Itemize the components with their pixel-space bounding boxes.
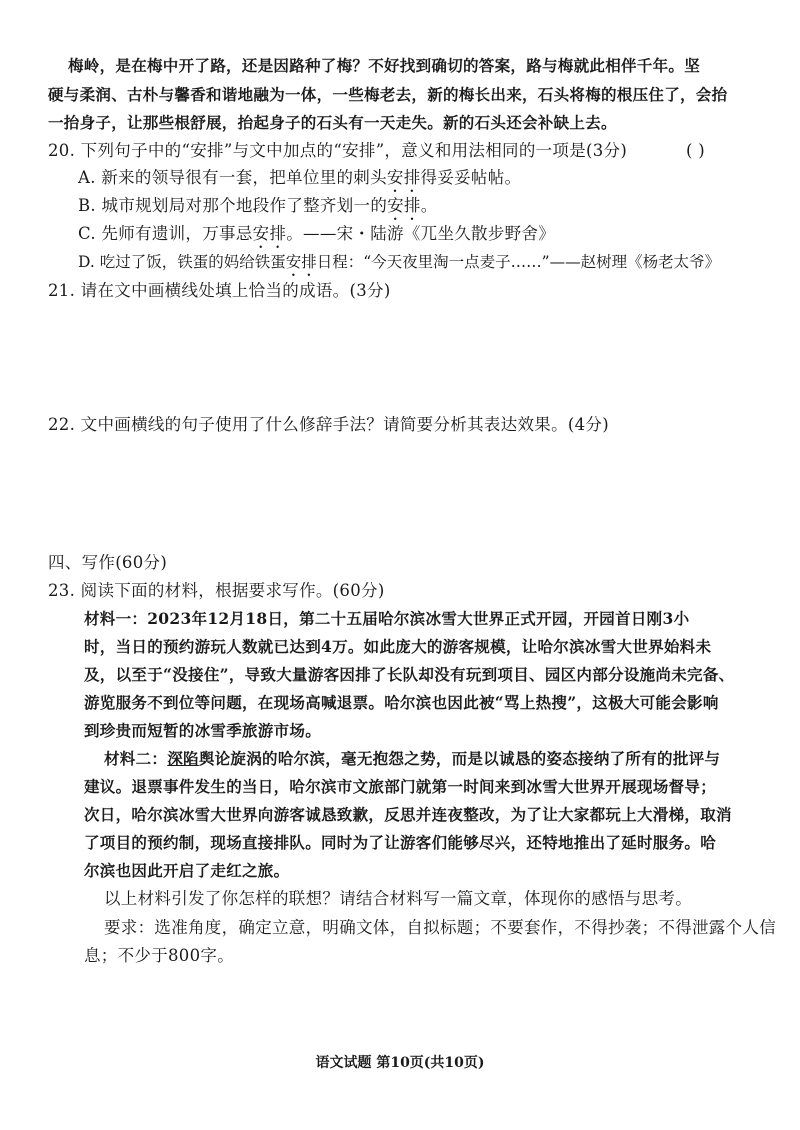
- material-2-line-1: [104, 748, 720, 770]
- option-d: [78, 251, 720, 280]
- option-b-pre: B. 城市规划局对那个地段作了整齐划一的: [78, 196, 388, 215]
- option-c-post: 。——宋・陆游《兀坐久散步野舍》: [286, 224, 556, 243]
- material-2-line-4: 了项目的预约制，现场直接排队。同时为了让游客们能够尽兴，还特地推出了延时服务。哈: [84, 833, 717, 852]
- option-a-pre: A. 新来的领导很有一套，把单位里的刺头: [78, 168, 387, 187]
- option-b-keyword: 安排: [387, 196, 421, 215]
- material-2-line-1-rest: 舆论旋涡的哈尔滨，毫无抱怨之势，而是以诚恳的姿态接纳了所有的批评与: [198, 749, 721, 768]
- material-2-line-2: 建议。退票事件发生的当日，哈尔滨市文旅部门就第一时间来到冰雪大世界开展现场督导；: [84, 777, 717, 796]
- question-23-stem: 23. 阅读下面的材料，根据要求写作。(60分): [48, 581, 385, 600]
- requirements-line-1: 要求：选准角度，确定立意，明确文体，自拟标题；不要套作，不得抄袭；不得泄露个人信: [104, 918, 776, 937]
- option-a-post: 得妥妥帖帖。: [420, 168, 522, 187]
- material-2-line-3: 次日，哈尔滨冰雪大世界向游客诚恳致歉，反思并连夜整改，为了让大家都玩上大滑梯，取消: [84, 805, 732, 824]
- option-d-post: 日程：“今天夜里淘一点麦子……”——赵树理《杨老太爷》: [316, 253, 721, 271]
- option-a-keyword: 安排: [386, 168, 421, 187]
- material-1-line-1: 材料一：2023年12月18日，第二十五届哈尔滨冰雪大世界正式开园，开园首日刚3小: [84, 609, 690, 628]
- material-2-line-5: 尔滨也因此开启了走红之旅。: [84, 861, 290, 880]
- question-21: 21. 请在文中画横线处填上恰当的成语。(3分): [48, 281, 391, 300]
- option-d-pre: D. 吃过了饭，铁蛋的妈给铁蛋: [78, 253, 286, 271]
- material-1-line-2: 时，当日的预约游玩人数就已达到4万。如此庞大的游客规模，让哈尔滨冰雪大世界始料未: [84, 637, 712, 656]
- writing-prompt: 以上材料引发了你怎样的联想？请结合材料写一篇文章，体现你的感悟与思考。: [104, 889, 692, 908]
- section-4-heading: 四、写作(60分): [48, 553, 168, 572]
- material-1-line-4: 游览服务不到位等问题，在现场高喊退票。哈尔滨也因此被“骂上热搜”，这极大可能会影响: [84, 693, 719, 712]
- passage-line-1: 梅岭，是在梅中开了路，还是因路种了梅？不好找到确切的答案，路与梅就此相伴千年。坚: [68, 56, 701, 75]
- question-20-stem: 20. 下列句子中的“安排”与文中加点的“安排”，意义和用法相同的一项是(3分): [48, 141, 628, 160]
- material-2-underlined-word: 深陷: [167, 749, 199, 768]
- material-1-line-3: 及，以至于“没接住”，导致大量游客因排了长队却没有玩到项目、园区内部分设施尚未完备、: [84, 665, 735, 684]
- answer-parentheses: ( ): [686, 141, 706, 160]
- option-a: [78, 167, 521, 196]
- option-c-pre: C. 先师有遗训，万事忌: [78, 224, 253, 243]
- option-c: [78, 223, 555, 252]
- question-22: 22. 文中画横线的句子使用了什么修辞手法？请简要分析其表达效果。(4分): [48, 415, 609, 434]
- passage-line-3: 一抬身子，让那些根舒展，抬起身子的石头有一天走失。新的石头还会补缺上去。: [48, 113, 617, 132]
- option-c-keyword: 安排: [252, 224, 287, 243]
- material-1-line-5: 到珍贵而短暂的冰雪季旅游市场。: [84, 721, 322, 740]
- material-2-label: 材料二：: [104, 749, 168, 768]
- requirements-line-2: 息；不少于800字。: [84, 946, 234, 965]
- option-b-post: 。: [420, 196, 438, 215]
- option-d-keyword: 安排: [285, 253, 317, 271]
- passage-line-2: 硬与柔润、古朴与馨香和谐地融为一体，一些梅老去，新的梅长出来，石头将梅的根压住了，会抬: [48, 85, 728, 104]
- option-b: [78, 195, 438, 224]
- page-footer: 语文试题 第10页(共10页): [315, 1055, 485, 1071]
